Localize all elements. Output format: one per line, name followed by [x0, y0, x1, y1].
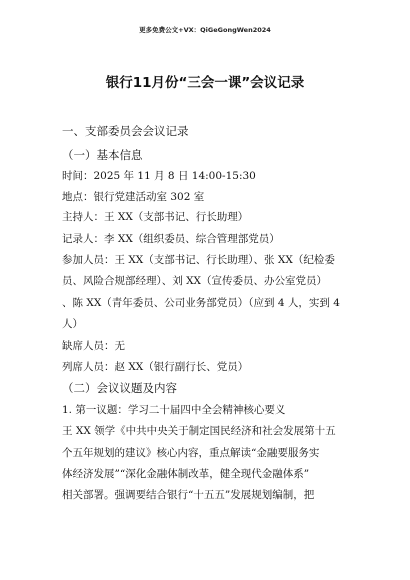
participants-line: 人） [62, 318, 83, 330]
participants-line: 参加人员：王 XX（支部书记、行长助理）、张 XX（纪检委 [62, 254, 335, 266]
meeting-host: 主持人：王 XX（支部书记、行长助理） [62, 211, 249, 223]
participants-line: 、陈 XX（青年委员、公司业务部党员）（应到 4 人，实到 4 [62, 297, 340, 309]
topic-heading: 1. 第一议题：学习二十届四中全会精神核心要义 [62, 404, 286, 416]
subsection-heading: （二）会议议题及内容 [62, 381, 177, 395]
topic-paragraph-line: 王 XX 领学《中共中央关于制定国民经济和社会发展第十五 [62, 425, 336, 437]
topic-paragraph-line: 体经济发展”“深化金融体制改革，健全现代金融体系” [62, 468, 310, 480]
document-body [62, 0, 360, 580]
observer-attendees: 列席人员：赵 XX（银行副行长、党员） [62, 361, 249, 373]
meeting-location: 地点：银行党建活动室 302 室 [62, 191, 205, 203]
topic-paragraph-line: 相关部署。强调要结合银行“十五五”发展规划编制，把 [62, 489, 315, 501]
topic-paragraph-line: 个五年规划的建议》核心内容，重点解读“金融要服务实 [62, 447, 320, 459]
section-heading: 一、支部委员会会议记录 [62, 124, 189, 138]
meeting-recorder: 记录人：李 XX（组织委员、综合管理部党员） [62, 233, 280, 245]
participants-line: 员、风险合规部经理）、刘 XX（宣传委员、办公室党员） [62, 275, 328, 287]
absent-attendees: 缺席人员：无 [62, 340, 125, 352]
meeting-time: 时间：2025 年 11 月 8 日 14:00-15:30 [62, 170, 256, 182]
subsection-heading: （一）基本信息 [62, 148, 143, 162]
header-note: 更多免费公文+VX：QiGeGongWen2024 [139, 26, 271, 34]
page-title: 银行11月份“三会一课”会议记录 [105, 75, 305, 91]
